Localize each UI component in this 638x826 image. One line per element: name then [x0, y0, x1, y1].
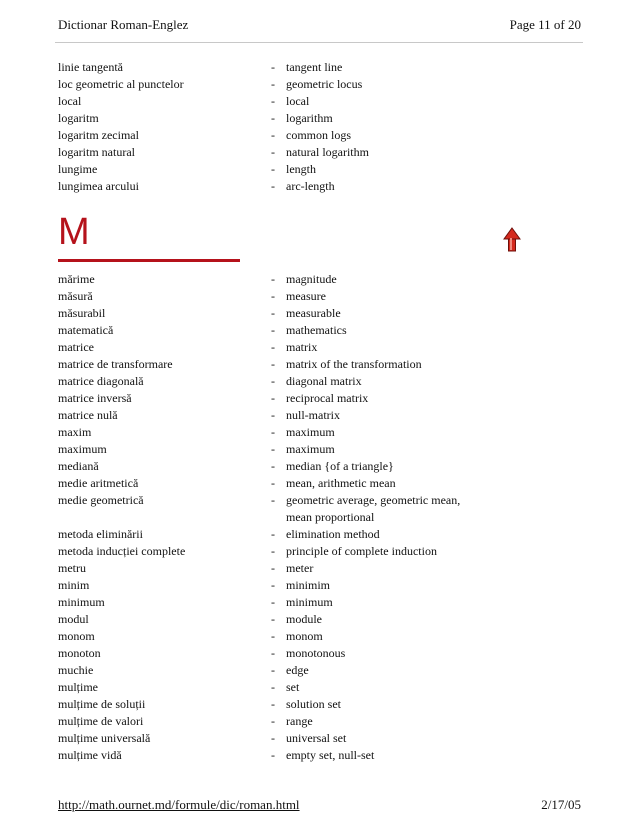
dictionary-entry: [58, 93, 638, 110]
english-translation: mean, arithmetic mean: [286, 476, 396, 490]
back-to-top-link[interactable]: [503, 226, 521, 254]
entry-separator: -: [271, 714, 275, 728]
romanian-term: muchie: [58, 663, 94, 677]
entry-separator: -: [271, 612, 275, 626]
entry-separator: -: [271, 94, 275, 108]
entry-separator: -: [271, 272, 275, 286]
dictionary-entry: [58, 526, 638, 543]
romanian-term: mulțime de soluții: [58, 697, 146, 711]
english-translation: minimum: [286, 595, 333, 609]
english-translation: arc-length: [286, 179, 335, 193]
source-url-link[interactable]: http://math.ournet.md/formule/dic/roman.html: [58, 797, 300, 812]
entry-separator: -: [271, 77, 275, 91]
english-translation: diagonal matrix: [286, 374, 362, 388]
dictionary-entry: [58, 144, 638, 161]
entry-separator: -: [271, 544, 275, 558]
dictionary-entry: [58, 594, 638, 611]
entry-separator: -: [271, 646, 275, 660]
romanian-term: linie tangentă: [58, 60, 123, 74]
english-translation: empty set, null-set: [286, 748, 375, 762]
english-translation: measurable: [286, 306, 341, 320]
romanian-term: monoton: [58, 646, 101, 660]
romanian-term: modul: [58, 612, 89, 626]
entry-separator: -: [271, 578, 275, 592]
english-translation: elimination method: [286, 527, 380, 541]
document-title: Dictionar Roman-Englez: [58, 17, 189, 32]
dictionary-entry: [58, 611, 638, 628]
entry-separator: -: [271, 60, 275, 74]
dictionary-entry: [58, 59, 638, 76]
romanian-term: mediană: [58, 459, 99, 473]
romanian-term: loc geometric al punctelor: [58, 77, 184, 91]
english-translation: geometric average, geometric mean,: [286, 493, 461, 507]
dictionary-entry: [58, 679, 638, 696]
entry-separator: -: [271, 128, 275, 142]
dictionary-entry: [58, 696, 638, 713]
english-translation: set: [286, 680, 300, 694]
entry-separator: -: [271, 323, 275, 337]
dictionary-entry: [58, 322, 638, 339]
entry-separator: -: [271, 408, 275, 422]
dictionary-entry: [58, 628, 638, 645]
romanian-term: matrice nulă: [58, 408, 118, 422]
section-letter: M: [58, 211, 90, 253]
english-translation: module: [286, 612, 322, 626]
dictionary-entry: [58, 492, 638, 526]
romanian-term: mărime: [58, 272, 95, 286]
english-translation: monotonous: [286, 646, 346, 660]
dictionary-entry: [58, 288, 638, 305]
entry-separator: -: [271, 442, 275, 456]
entry-separator: -: [271, 476, 275, 490]
romanian-term: matrice de transformare: [58, 357, 173, 371]
entry-separator: -: [271, 595, 275, 609]
dictionary-entry: [58, 441, 638, 458]
english-translation: geometric locus: [286, 77, 363, 91]
english-translation: edge: [286, 663, 309, 677]
entry-separator: -: [271, 340, 275, 354]
english-translation: local: [286, 94, 310, 108]
english-translation: maximum: [286, 442, 335, 456]
section-letter-underline: [58, 259, 240, 262]
romanian-term: minimum: [58, 595, 105, 609]
entry-separator: -: [271, 459, 275, 473]
romanian-term: local: [58, 94, 82, 108]
dictionary-entry: [58, 356, 638, 373]
dictionary-entry: [58, 339, 638, 356]
english-translation: magnitude: [286, 272, 337, 286]
entry-separator: -: [271, 425, 275, 439]
english-translation: principle of complete induction: [286, 544, 437, 558]
romanian-term: mulțime: [58, 680, 98, 694]
romanian-term: mulțime de valori: [58, 714, 144, 728]
entry-separator: -: [271, 561, 275, 575]
english-translation: solution set: [286, 697, 342, 711]
dictionary-entry: [58, 271, 638, 288]
entries-l-section: [58, 59, 638, 195]
romanian-term: metru: [58, 561, 86, 575]
dictionary-entry: [58, 458, 638, 475]
romanian-term: medie geometrică: [58, 493, 144, 507]
dictionary-entry: [58, 645, 638, 662]
entry-separator: -: [271, 680, 275, 694]
entry-separator: -: [271, 663, 275, 677]
english-translation: monom: [286, 629, 323, 643]
english-translation: matrix of the transformation: [286, 357, 422, 371]
entry-separator: -: [271, 391, 275, 405]
entry-separator: -: [271, 493, 275, 507]
romanian-term: lungime: [58, 162, 98, 176]
romanian-term: matematică: [58, 323, 114, 337]
romanian-term: măsurabil: [58, 306, 106, 320]
entries-m-section: [58, 271, 638, 764]
entry-separator: -: [271, 527, 275, 541]
english-translation: common logs: [286, 128, 351, 142]
english-translation: minimim: [286, 578, 331, 592]
english-translation: reciprocal matrix: [286, 391, 369, 405]
dictionary-entry: [58, 161, 638, 178]
romanian-term: logaritm: [58, 111, 99, 125]
romanian-term: metoda eliminării: [58, 527, 143, 541]
dictionary-entry: [58, 424, 638, 441]
dictionary-entry: [58, 560, 638, 577]
english-translation: median {of a triangle}: [286, 459, 394, 473]
romanian-term: măsură: [58, 289, 93, 303]
english-translation: length: [286, 162, 316, 176]
english-translation: measure: [286, 289, 326, 303]
arrow-up-icon: [503, 226, 521, 254]
english-translation: meter: [286, 561, 314, 575]
entry-separator: -: [271, 731, 275, 745]
dictionary-entry: [58, 76, 638, 93]
romanian-term: lungimea arcului: [58, 179, 139, 193]
romanian-term: minim: [58, 578, 90, 592]
romanian-term: monom: [58, 629, 95, 643]
dictionary-entry: [58, 662, 638, 679]
dictionary-entry: [58, 713, 638, 730]
english-translation-continued: mean proportional: [286, 510, 375, 524]
dictionary-entry: [58, 543, 638, 560]
entry-separator: -: [271, 748, 275, 762]
romanian-term: matrice: [58, 340, 94, 354]
entry-separator: -: [271, 374, 275, 388]
romanian-term: matrice diagonală: [58, 374, 144, 388]
romanian-term: logaritm natural: [58, 145, 135, 159]
english-translation: matrix: [286, 340, 318, 354]
dictionary-entry: [58, 127, 638, 144]
dictionary-entry: [58, 373, 638, 390]
dictionary-entry: [58, 390, 638, 407]
english-translation: null-matrix: [286, 408, 340, 422]
entry-separator: -: [271, 162, 275, 176]
dictionary-entry: [58, 407, 638, 424]
header-divider: [55, 42, 583, 43]
romanian-term: metoda inducției complete: [58, 544, 186, 558]
english-translation: universal set: [286, 731, 347, 745]
english-translation: range: [286, 714, 313, 728]
entry-separator: -: [271, 357, 275, 371]
english-translation: maximum: [286, 425, 335, 439]
dictionary-entry: [58, 305, 638, 322]
romanian-term: logaritm zecimal: [58, 128, 139, 142]
romanian-term: mulțime universală: [58, 731, 151, 745]
romanian-term: maximum: [58, 442, 107, 456]
dictionary-entry: [58, 747, 638, 764]
dictionary-entry: [58, 475, 638, 492]
english-translation: logarithm: [286, 111, 333, 125]
page-number: Page 11 of 20: [509, 17, 581, 32]
romanian-term: medie aritmetică: [58, 476, 139, 490]
english-translation: mathematics: [286, 323, 347, 337]
entry-separator: -: [271, 306, 275, 320]
dictionary-entry: [58, 730, 638, 747]
entry-separator: -: [271, 111, 275, 125]
entry-separator: -: [271, 289, 275, 303]
english-translation: tangent line: [286, 60, 343, 74]
print-date: 2/17/05: [541, 797, 581, 812]
dictionary-entry: [58, 178, 638, 195]
entry-separator: -: [271, 179, 275, 193]
entry-separator: -: [271, 697, 275, 711]
entry-separator: -: [271, 145, 275, 159]
romanian-term: mulțime vidă: [58, 748, 122, 762]
dictionary-entry: [58, 577, 638, 594]
dictionary-entry: [58, 110, 638, 127]
entry-separator: -: [271, 629, 275, 643]
english-translation: natural logarithm: [286, 145, 369, 159]
romanian-term: matrice inversă: [58, 391, 132, 405]
romanian-term: maxim: [58, 425, 92, 439]
